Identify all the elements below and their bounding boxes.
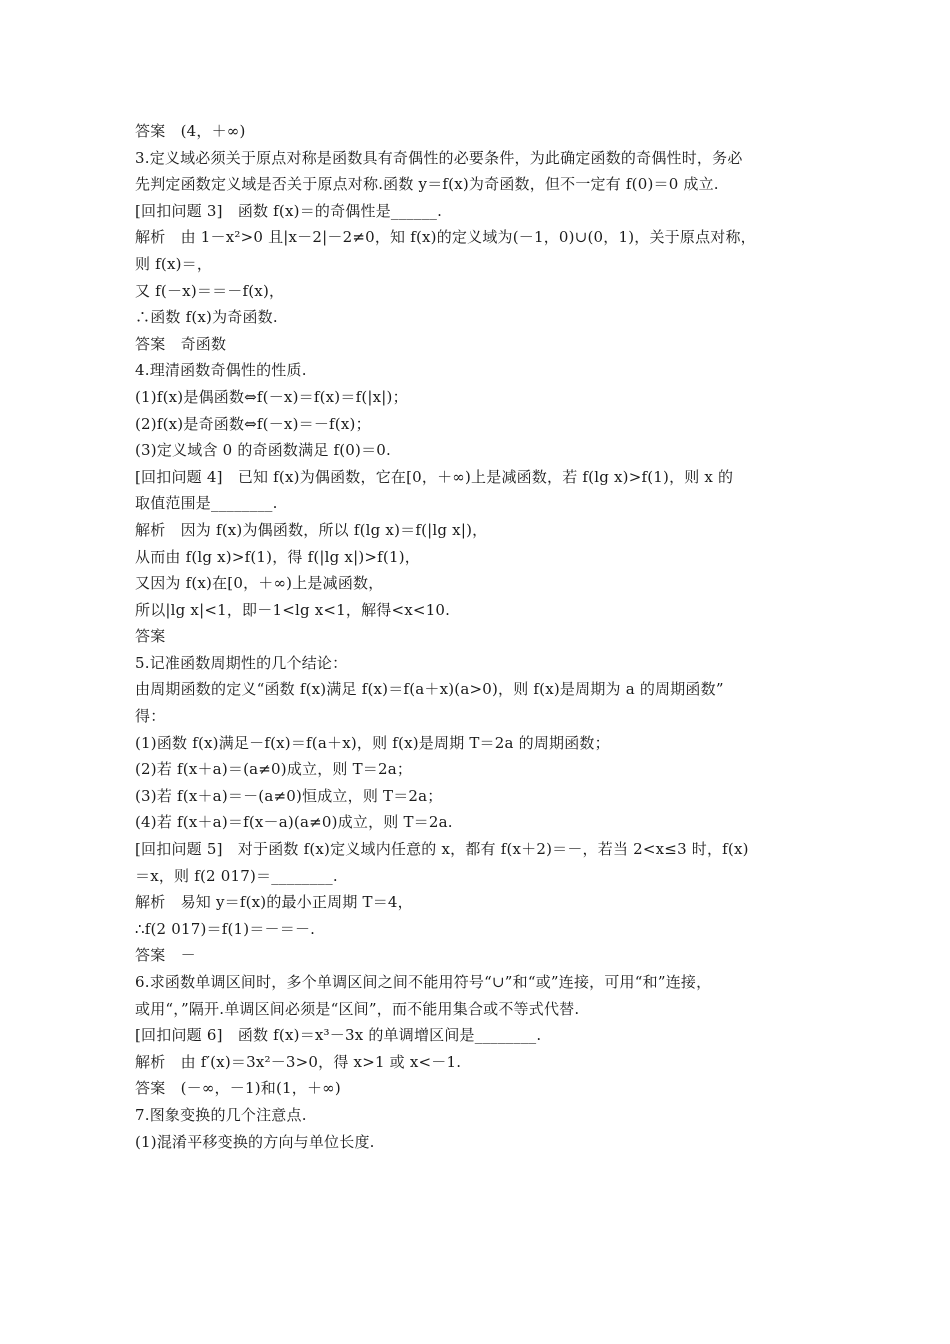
point-3-line-2: 先判定函数定义域是否关于原点对称.函数 y＝f(x)为奇函数，但不一定有 f(0)＝0 成立. (135, 175, 719, 194)
definition-line: 由周期函数的定义“函数 f(x)满足 f(x)＝f(a＋x)(a>0)，则 f(x)是周期为 a 的周期函数” (135, 680, 724, 699)
conclusion-item: (3)若 f(x＋a)＝－(a≠0)恒成立，则 T＝2a； (135, 786, 443, 805)
property-item: (1)f(x)是偶函数⇔f(－x)＝f(x)＝f(|x|)； (135, 387, 408, 406)
analysis-line: 则 f(x)＝， (135, 254, 213, 273)
conclusion-item: (1)函数 f(x)满足－f(x)＝f(a＋x)，则 f(x)是周期 T＝2a 的周期函数； (135, 733, 610, 752)
point-5-heading: 5.记准函数周期性的几个结论： (135, 653, 348, 672)
answer-line: 答案 奇函数 (135, 334, 227, 353)
property-item: (3)定义域含 0 的奇函数满足 f(0)＝0. (135, 441, 392, 460)
analysis-line: 从而由 f(lg x)>f(1)，得 f(|lg x|)>f(1)， (135, 547, 420, 566)
analysis-line: 又 f(－x)＝＝－f(x)， (135, 281, 285, 300)
point-7-item: (1)混淆平移变换的方向与单位长度. (135, 1132, 375, 1151)
point-4-heading: 4.理清函数奇偶性的性质. (135, 361, 307, 380)
analysis-line: ∴f(2 017)＝f(1)＝－＝－. (135, 919, 316, 938)
answer-line: 答案 － (135, 946, 196, 965)
analysis-line: 解析 由 f′(x)＝3x²－3>0，得 x>1 或 x<－1. (135, 1052, 462, 1071)
question-4: [回扣问题 4] 已知 f(x)为偶函数，它在[0，＋∞)上是减函数，若 f(lg x)>f(1)，则 x 的 (135, 467, 734, 486)
analysis-line: 又因为 f(x)在[0，＋∞)上是减函数， (135, 574, 384, 593)
conclusion-item: (2)若 f(x＋a)＝(a≠0)成立，则 T＝2a； (135, 760, 413, 779)
document-page (135, 118, 825, 1155)
answer-line: 答案 (－∞，－1)和(1，＋∞) (135, 1079, 341, 1098)
analysis-line: 解析 因为 f(x)为偶函数，所以 f(lg x)＝f(|lg x|)， (135, 520, 488, 539)
point-7-heading: 7.图象变换的几个注意点. (135, 1105, 307, 1124)
property-item: (2)f(x)是奇函数⇔f(－x)＝－f(x)； (135, 414, 371, 433)
question-5: [回扣问题 5] 对于函数 f(x)定义域内任意的 x，都有 f(x＋2)＝－，若当 2<x≤3 时，f(x) (135, 840, 749, 859)
question-6: [回扣问题 6] 函数 f(x)＝x³－3x 的单调增区间是________. (135, 1026, 542, 1045)
answer-line: 答案 (4，＋∞) (135, 122, 246, 140)
analysis-line: 解析 易知 y＝f(x)的最小正周期 T＝4， (135, 893, 413, 912)
question-5-cont: ＝x，则 f(2 017)＝________. (135, 866, 338, 885)
definition-line: 得： (135, 707, 166, 726)
point-3-line-1: 3.定义域必须关于原点对称是函数具有奇偶性的必要条件，为此确定函数的奇偶性时，务必 (135, 148, 743, 167)
answer-line: 答案 (135, 627, 166, 646)
point-6-line-1: 6.求函数单调区间时，多个单调区间之间不能用符号“∪”和“或”连接，可用“和”连接， (135, 973, 712, 991)
conclusion-item: (4)若 f(x＋a)＝f(x－a)(a≠0)成立，则 T＝2a. (135, 813, 453, 832)
question-3: [回扣问题 3] 函数 f(x)＝的奇偶性是______. (135, 201, 443, 220)
analysis-line: ∴函数 f(x)为奇函数. (135, 308, 278, 327)
point-6-line-2: 或用“，”隔开.单调区间必须是“区间”，而不能用集合或不等式代替. (135, 999, 580, 1018)
analysis-line: 所以|lg x|<1，即－1<lg x<1，解得<x<10. (135, 600, 451, 619)
analysis-line: 解析 由 1－x²>0 且|x－2|－2≠0，知 f(x)的定义域为(－1，0)∪(0，1)，关于原点对称， (135, 228, 756, 247)
question-4-cont: 取值范围是________. (135, 494, 278, 513)
